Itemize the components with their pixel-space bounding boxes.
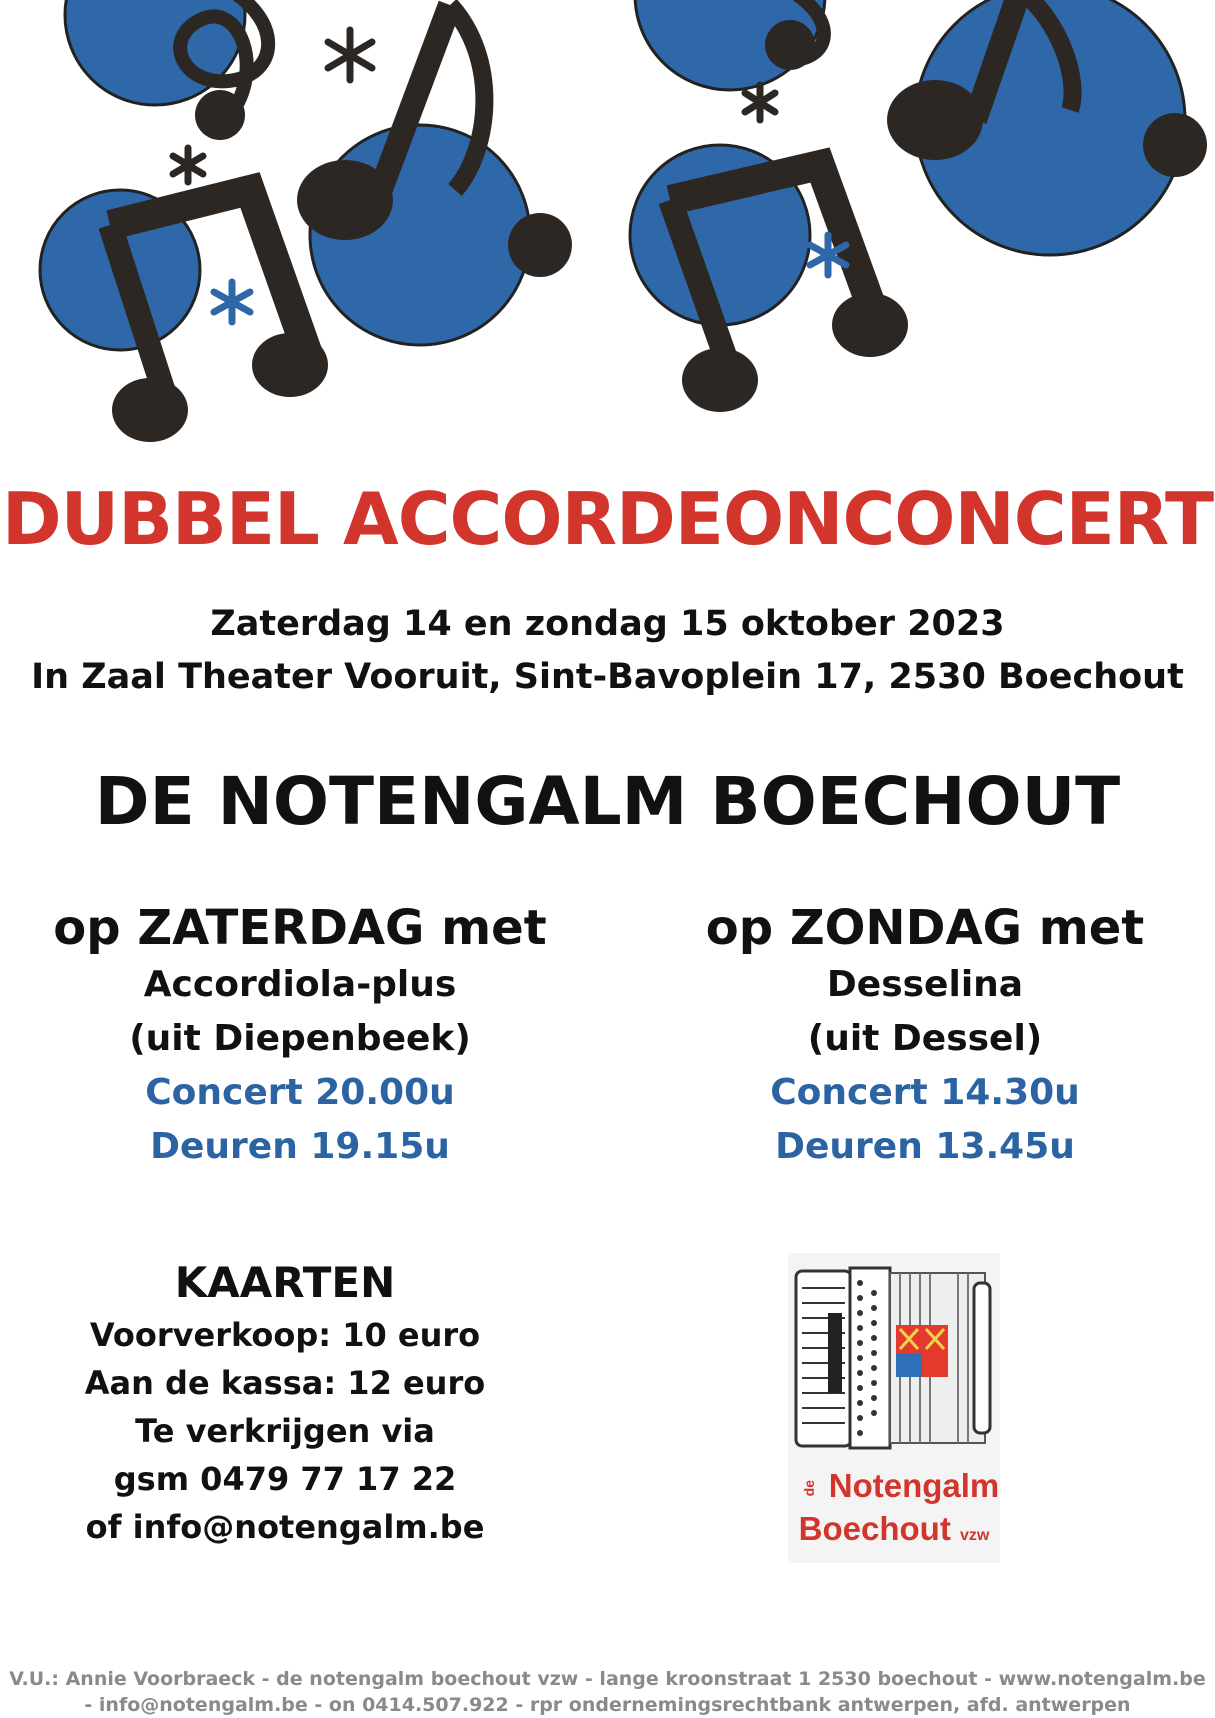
event-venue: In Zaal Theater Vooruit, Sint-Bavoplein 17, 2530 Boechout bbox=[31, 657, 1184, 697]
sunday-block bbox=[670, 898, 1180, 1174]
footer-line1: V.U.: Annie Voorbraeck - de notengalm boechout vzw - lange kroonstraat 1 2530 boechout - www.notengalm.be bbox=[9, 1668, 1206, 1690]
logo-text-line2 bbox=[788, 1509, 1000, 1556]
event-date: Zaterdag 14 en zondag 15 oktober 2023 bbox=[210, 604, 1005, 644]
saturday-concert-time: Concert 20.00u bbox=[145, 1072, 455, 1113]
clef-dot bbox=[195, 90, 245, 140]
tickets-title: KAARTEN bbox=[174, 1258, 396, 1307]
footer-line2: - info@notengalm.be - on 0414.507.922 - rpr ondernemingsrechtbank antwerpen, afd. antwerpen bbox=[84, 1694, 1131, 1716]
clef-dot bbox=[765, 20, 815, 70]
footer bbox=[0, 1666, 1215, 1718]
sunday-guest: Desselina bbox=[826, 964, 1024, 1005]
logo-prefix: de bbox=[800, 1480, 817, 1497]
sunday-origin: (uit Dessel) bbox=[807, 1018, 1043, 1059]
saturday-doors-time: Deuren 19.15u bbox=[150, 1126, 450, 1167]
logo-suffix: vzw bbox=[960, 1527, 990, 1544]
blue-circles bbox=[40, 0, 1185, 350]
sunday-concert-time: Concert 14.30u bbox=[770, 1072, 1080, 1113]
saturday-heading: op ZATERDAG met bbox=[53, 900, 547, 956]
saturday-block bbox=[40, 898, 560, 1174]
sunday-heading: op ZONDAG met bbox=[705, 900, 1145, 956]
presale-price: Voorverkoop: 10 euro bbox=[89, 1316, 481, 1354]
door-price: Aan de kassa: 12 euro bbox=[84, 1364, 486, 1402]
organizer-name: DE NOTENGALM BOECHOUT bbox=[94, 763, 1121, 840]
tickets-block bbox=[60, 1255, 510, 1551]
logo-text-line1 bbox=[788, 1466, 1000, 1506]
saturday-origin: (uit Diepenbeek) bbox=[129, 1018, 471, 1059]
event-title: DUBBEL ACCORDEONCONCERT bbox=[1, 477, 1214, 561]
logo-place: Boechout bbox=[798, 1510, 951, 1547]
beamed-note-left-icon bbox=[110, 190, 328, 442]
accordion-logo-icon bbox=[788, 1253, 1000, 1463]
sunday-doors-time: Deuren 13.45u bbox=[775, 1126, 1075, 1167]
tickets-phone: gsm 0479 77 17 22 bbox=[113, 1460, 457, 1498]
saturday-guest: Accordiola-plus bbox=[143, 964, 457, 1005]
tickets-via: Te verkrijgen via bbox=[135, 1412, 435, 1450]
logo-name: Notengalm bbox=[828, 1467, 1000, 1504]
notengalm-logo bbox=[788, 1253, 1000, 1563]
tickets-email: of info@notengalm.be bbox=[85, 1508, 485, 1546]
music-notes-illustration bbox=[0, 0, 1215, 460]
